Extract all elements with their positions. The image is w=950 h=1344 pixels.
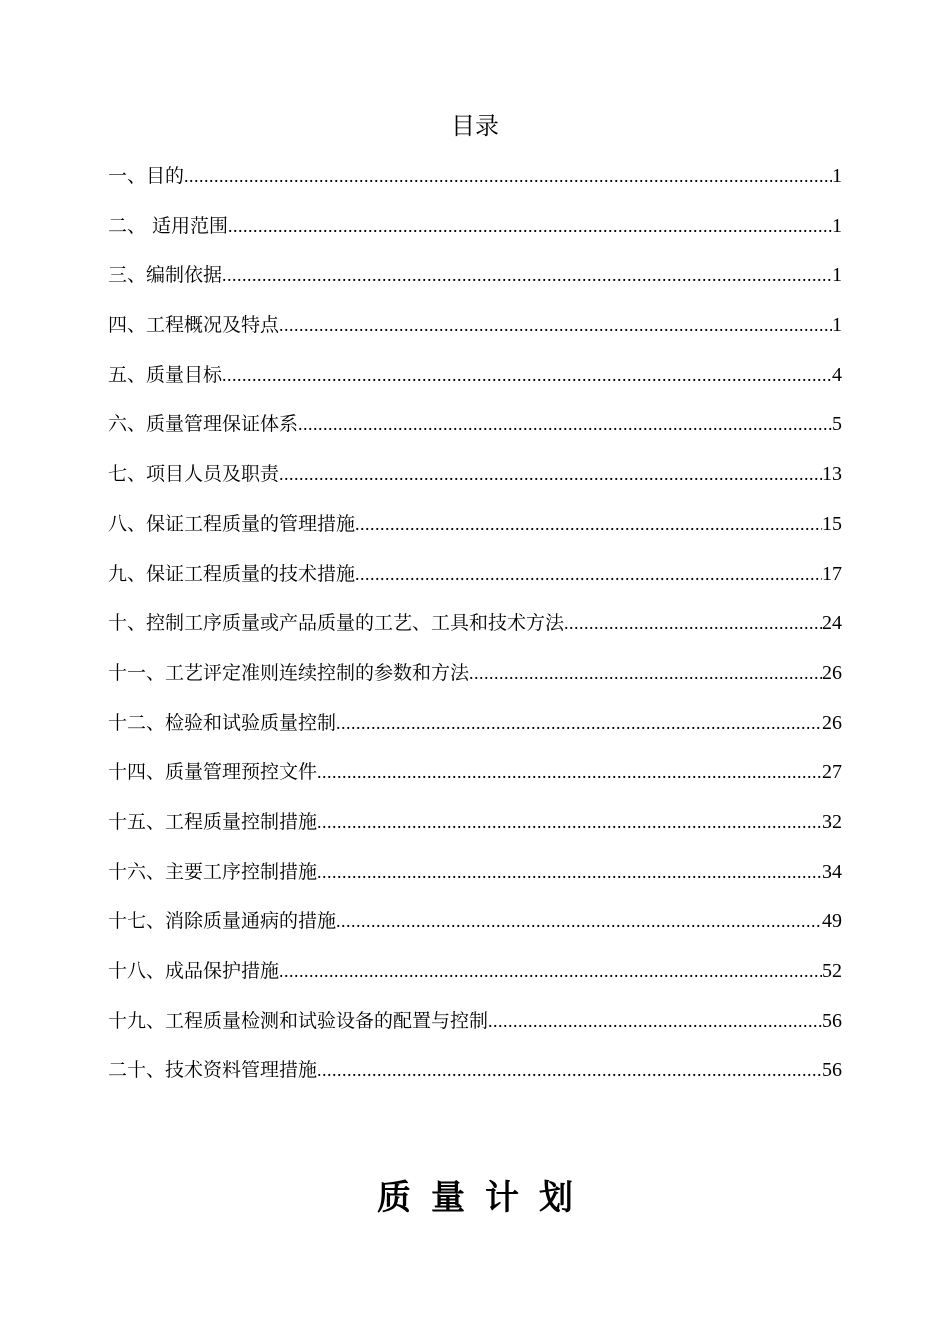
toc-entry-page-number: 4 [832,363,842,386]
toc-entry[interactable] [108,854,842,904]
toc-entry-label: 十一、工艺评定准则连续控制的参数和方法 [108,661,470,684]
toc-entry-page-number: 49 [822,910,842,933]
toc-entry[interactable] [108,556,842,606]
toc-dot-leader [279,307,832,343]
toc-entry[interactable] [108,804,842,854]
toc-dot-leader [222,357,832,393]
toc-entry-page-number: 15 [822,512,842,535]
toc-entry-label: 八、保证工程质量的管理措施 [108,512,356,535]
toc-entry-page-number: 1 [832,214,842,237]
toc-entry-label: 十八、成品保护措施 [108,960,280,982]
toc-entry[interactable] [108,655,842,705]
toc-entry[interactable] [108,953,842,1003]
toc-dot-leader [564,605,822,641]
toc-entry[interactable] [108,506,842,556]
toc-entry-page-number: 1 [832,165,842,187]
toc-entry-page-number: 32 [822,810,842,833]
toc-dot-leader [317,804,822,840]
toc-heading: 目录 [451,112,499,140]
toc-entry[interactable] [108,754,842,804]
toc-entry[interactable] [108,903,842,953]
toc-entry-page-number: 24 [822,612,842,635]
toc-entry-label: 二、 适用范围 [108,214,229,237]
table-of-contents [108,158,842,1102]
toc-entry[interactable] [108,705,842,755]
toc-dot-leader [279,456,822,492]
toc-entry-label: 四、工程概况及特点 [108,314,280,337]
toc-dot-leader [317,854,822,890]
document-title: 质量计划 [377,1178,593,1218]
toc-entry-page-number: 5 [832,413,842,436]
toc-dot-leader [488,1003,822,1039]
toc-entry[interactable] [108,456,842,506]
toc-dot-leader [279,953,822,989]
toc-entry-label: 二十、技术资料管理措施 [108,1059,318,1082]
toc-entry-label: 十六、主要工序控制措施 [108,860,318,883]
toc-entry-page-number: 27 [822,761,842,784]
toc-entry-label: 十五、工程质量控制措施 [108,810,318,833]
toc-entry[interactable] [108,1003,842,1053]
toc-entry-label: 一、目的 [108,165,185,187]
toc-entry-page-number: 26 [822,661,842,684]
toc-entry-page-number: 1 [832,264,842,287]
toc-dot-leader [184,158,832,194]
toc-entry-label: 五、质量目标 [108,363,223,386]
toc-entry-page-number: 52 [822,960,842,982]
toc-entry-page-number: 26 [822,711,842,734]
toc-entry-label: 三、编制依据 [108,264,223,287]
toc-dot-leader [222,257,832,293]
toc-dot-leader [355,506,822,542]
toc-entry[interactable] [108,307,842,357]
toc-entry[interactable] [108,1052,842,1102]
toc-entry-page-number: 56 [822,1059,842,1082]
toc-entry[interactable] [108,406,842,456]
toc-dot-leader [469,655,822,691]
toc-entry-label: 十四、质量管理预控文件 [108,761,318,784]
toc-dot-leader [298,406,832,442]
toc-entry-label: 十二、检验和试验质量控制 [108,711,337,734]
toc-dot-leader [317,754,822,790]
toc-entry-page-number: 13 [822,463,842,486]
toc-entry[interactable] [108,208,842,258]
toc-dot-leader [317,1052,822,1088]
toc-entry-page-number: 17 [822,562,842,585]
toc-entry[interactable] [108,605,842,655]
toc-entry[interactable] [108,257,842,307]
toc-dot-leader [355,556,822,592]
toc-entry-label: 七、项目人员及职责 [108,463,280,486]
toc-entry[interactable] [108,158,842,208]
toc-entry-label: 十七、消除质量通病的措施 [108,910,337,933]
toc-dot-leader [228,208,832,244]
toc-entry[interactable] [108,357,842,407]
toc-entry-page-number: 34 [822,860,842,883]
toc-entry-label: 六、质量管理保证体系 [108,413,299,436]
toc-dot-leader [336,903,822,939]
toc-entry-page-number: 56 [822,1009,842,1032]
toc-entry-label: 十、控制工序质量或产品质量的工艺、工具和技术方法 [108,612,565,635]
toc-entry-page-number: 1 [832,314,842,337]
toc-entry-label: 九、保证工程质量的技术措施 [108,562,356,585]
toc-entry-label: 十九、工程质量检测和试验设备的配置与控制 [108,1009,489,1032]
toc-dot-leader [336,705,822,741]
